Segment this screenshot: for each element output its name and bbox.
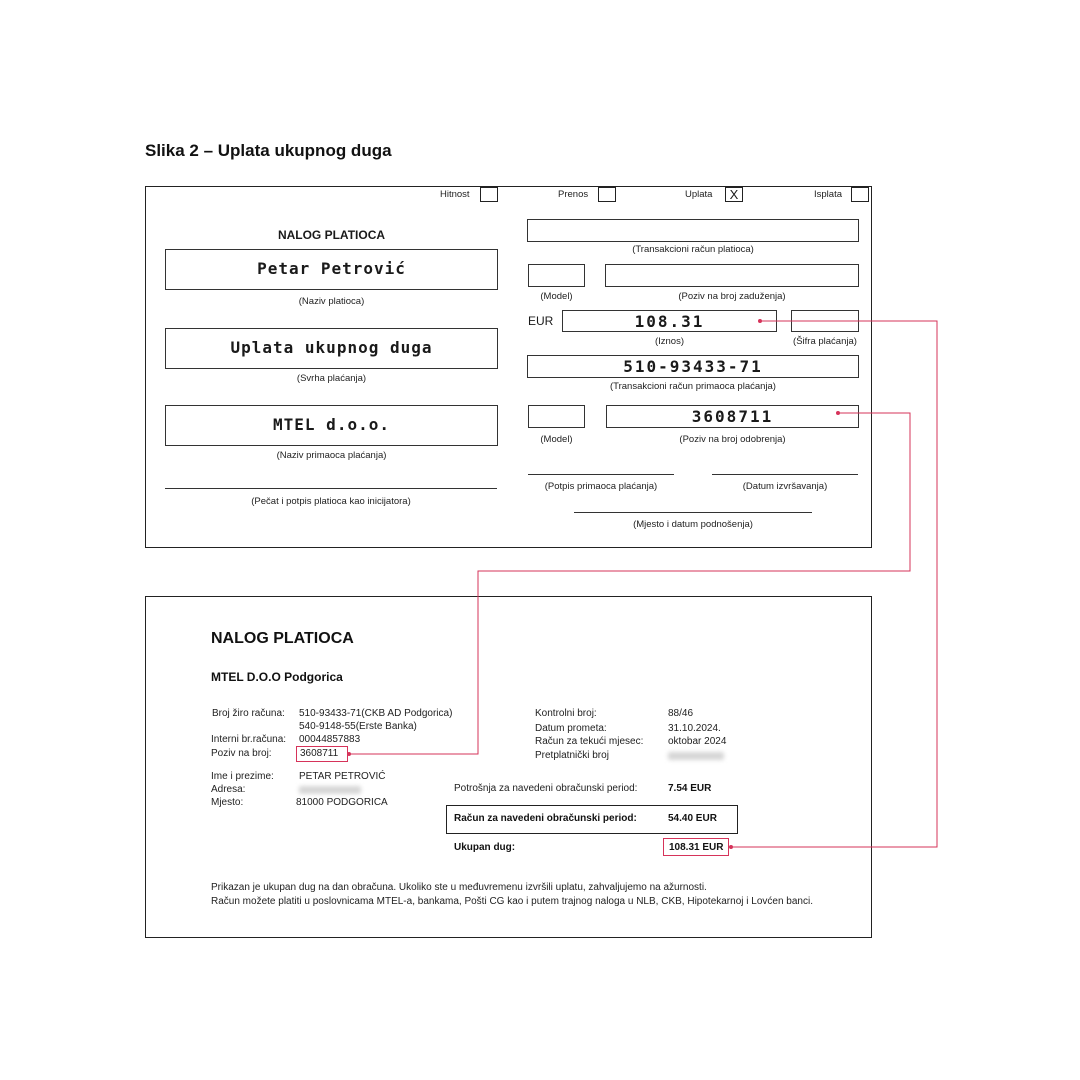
purpose-caption: (Svrha plaćanja) bbox=[296, 373, 367, 384]
purpose-field[interactable]: Uplata ukupnog duga bbox=[165, 328, 498, 369]
payer-name-caption: (Naziv platioca) bbox=[298, 296, 365, 307]
payer-name-field[interactable]: Petar Petrović bbox=[165, 249, 498, 290]
bill-label-month: Račun za tekući mjesec: bbox=[535, 736, 644, 747]
recipient-field[interactable]: MTEL d.o.o. bbox=[165, 405, 498, 446]
connector-dot-bill-total bbox=[729, 845, 733, 849]
amount-field[interactable]: 108.31 bbox=[562, 310, 777, 332]
bill-value-account-2: 540-9148-55(Erste Banka) bbox=[299, 721, 417, 732]
bill-heading: NALOG PLATIOCA bbox=[211, 630, 354, 647]
recipient-signature-caption: (Potpis primaoca plaćanja) bbox=[544, 481, 658, 492]
bill-value-date: 31.10.2024. bbox=[668, 723, 721, 734]
recipient-caption: (Naziv primaoca plaćanja) bbox=[276, 450, 387, 461]
amount-caption: (Iznos) bbox=[654, 336, 685, 347]
approval-reference-field[interactable]: 3608711 bbox=[606, 405, 859, 428]
place-date-caption: (Mjesto i datum podnošenja) bbox=[633, 519, 753, 530]
bill-label-internal: Interni br.računa: bbox=[211, 734, 287, 745]
bill-label-date: Datum prometa: bbox=[535, 723, 607, 734]
checkbox-label-uplata: Uplata bbox=[685, 189, 713, 200]
figure-title: Slika 2 – Uplata ukupnog duga bbox=[145, 141, 392, 160]
bill-label-address: Adresa: bbox=[211, 784, 246, 795]
consumption-value: 7.54 EUR bbox=[668, 783, 712, 794]
connector-dot-amount bbox=[758, 319, 762, 323]
currency-label: EUR bbox=[528, 314, 554, 328]
approval-reference-caption: (Poziv na broj odobrenja) bbox=[679, 434, 786, 445]
debit-reference-caption: (Poziv na broj zaduženja) bbox=[678, 291, 786, 302]
payer-account-caption: (Transakcioni račun platioca) bbox=[632, 244, 754, 255]
bill-value-name: PETAR PETROVIĆ bbox=[299, 771, 386, 782]
bill-label-account: Broj žiro računa: bbox=[212, 708, 285, 719]
stamp-caption: (Pečat i potpis platioca kao inicijatora) bbox=[251, 496, 411, 507]
checkbox-uplata[interactable]: X bbox=[725, 187, 743, 202]
bill-label-reference: Poziv na broj: bbox=[211, 748, 272, 759]
checkbox-label-isplata: Isplata bbox=[814, 189, 842, 200]
bill-value-month: oktobar 2024 bbox=[668, 736, 727, 747]
connector-reference bbox=[349, 413, 910, 754]
bill-label-control: Kontrolni broj: bbox=[535, 708, 597, 719]
bill-company: MTEL D.O.O Podgorica bbox=[211, 670, 343, 684]
model-caption-approval: (Model) bbox=[540, 434, 573, 445]
bill-value-control: 88/46 bbox=[668, 708, 694, 719]
period-bill-label: Račun za navedeni obračunski period: bbox=[454, 813, 637, 824]
bill-footer-1: Prikazan je ukupan dug na dan obračuna. Ukoliko ste u međuvremenu izvršili uplatu, zahvaljujemo na ažurnosti. bbox=[211, 882, 707, 893]
bill-footer-2: Račun možete platiti u poslovnicama MTEL-a, bankama, Pošti CG kao i putem trajnog naloga u NLB, CKB, Hipotekarnoj i Lovćen banci. bbox=[211, 896, 813, 907]
bill-value-city: 81000 PODGORICA bbox=[296, 797, 388, 808]
bill-label-name: Ime i prezime: bbox=[211, 771, 274, 782]
recipient-account-field[interactable]: 510-93433-71 bbox=[527, 355, 859, 378]
connector-dot-reference bbox=[836, 411, 840, 415]
bill-label-city: Mjesto: bbox=[211, 797, 244, 808]
bill-value-reference: 3608711 bbox=[296, 746, 348, 762]
connector-dot-bill-reference bbox=[347, 752, 351, 756]
payment-code-caption: (Šifra plaćanja) bbox=[793, 336, 857, 347]
recipient-account-caption: (Transakcioni račun primaoca plaćanja) bbox=[610, 381, 776, 392]
bill-value-account-1: 510-93433-71(CKB AD Podgorica) bbox=[299, 708, 453, 719]
model-caption-debit: (Model) bbox=[540, 291, 573, 302]
checkbox-label-prenos: Prenos bbox=[558, 189, 589, 200]
total-debt-value: 108.31 EUR bbox=[663, 838, 729, 856]
checkbox-label-hitnost: Hitnost bbox=[440, 189, 470, 200]
consumption-label: Potrošnja za navedeni obračunski period: bbox=[454, 783, 638, 794]
form-heading: NALOG PLATIOCA bbox=[277, 228, 386, 242]
total-debt-label: Ukupan dug: bbox=[454, 842, 516, 853]
execution-date-caption: (Datum izvršavanja) bbox=[742, 481, 828, 492]
period-bill-value: 54.40 EUR bbox=[668, 813, 717, 824]
bill-value-internal: 00044857883 bbox=[299, 734, 361, 745]
connector-amount bbox=[731, 321, 937, 847]
bill-label-subscriber: Pretplatnički broj bbox=[535, 750, 609, 761]
